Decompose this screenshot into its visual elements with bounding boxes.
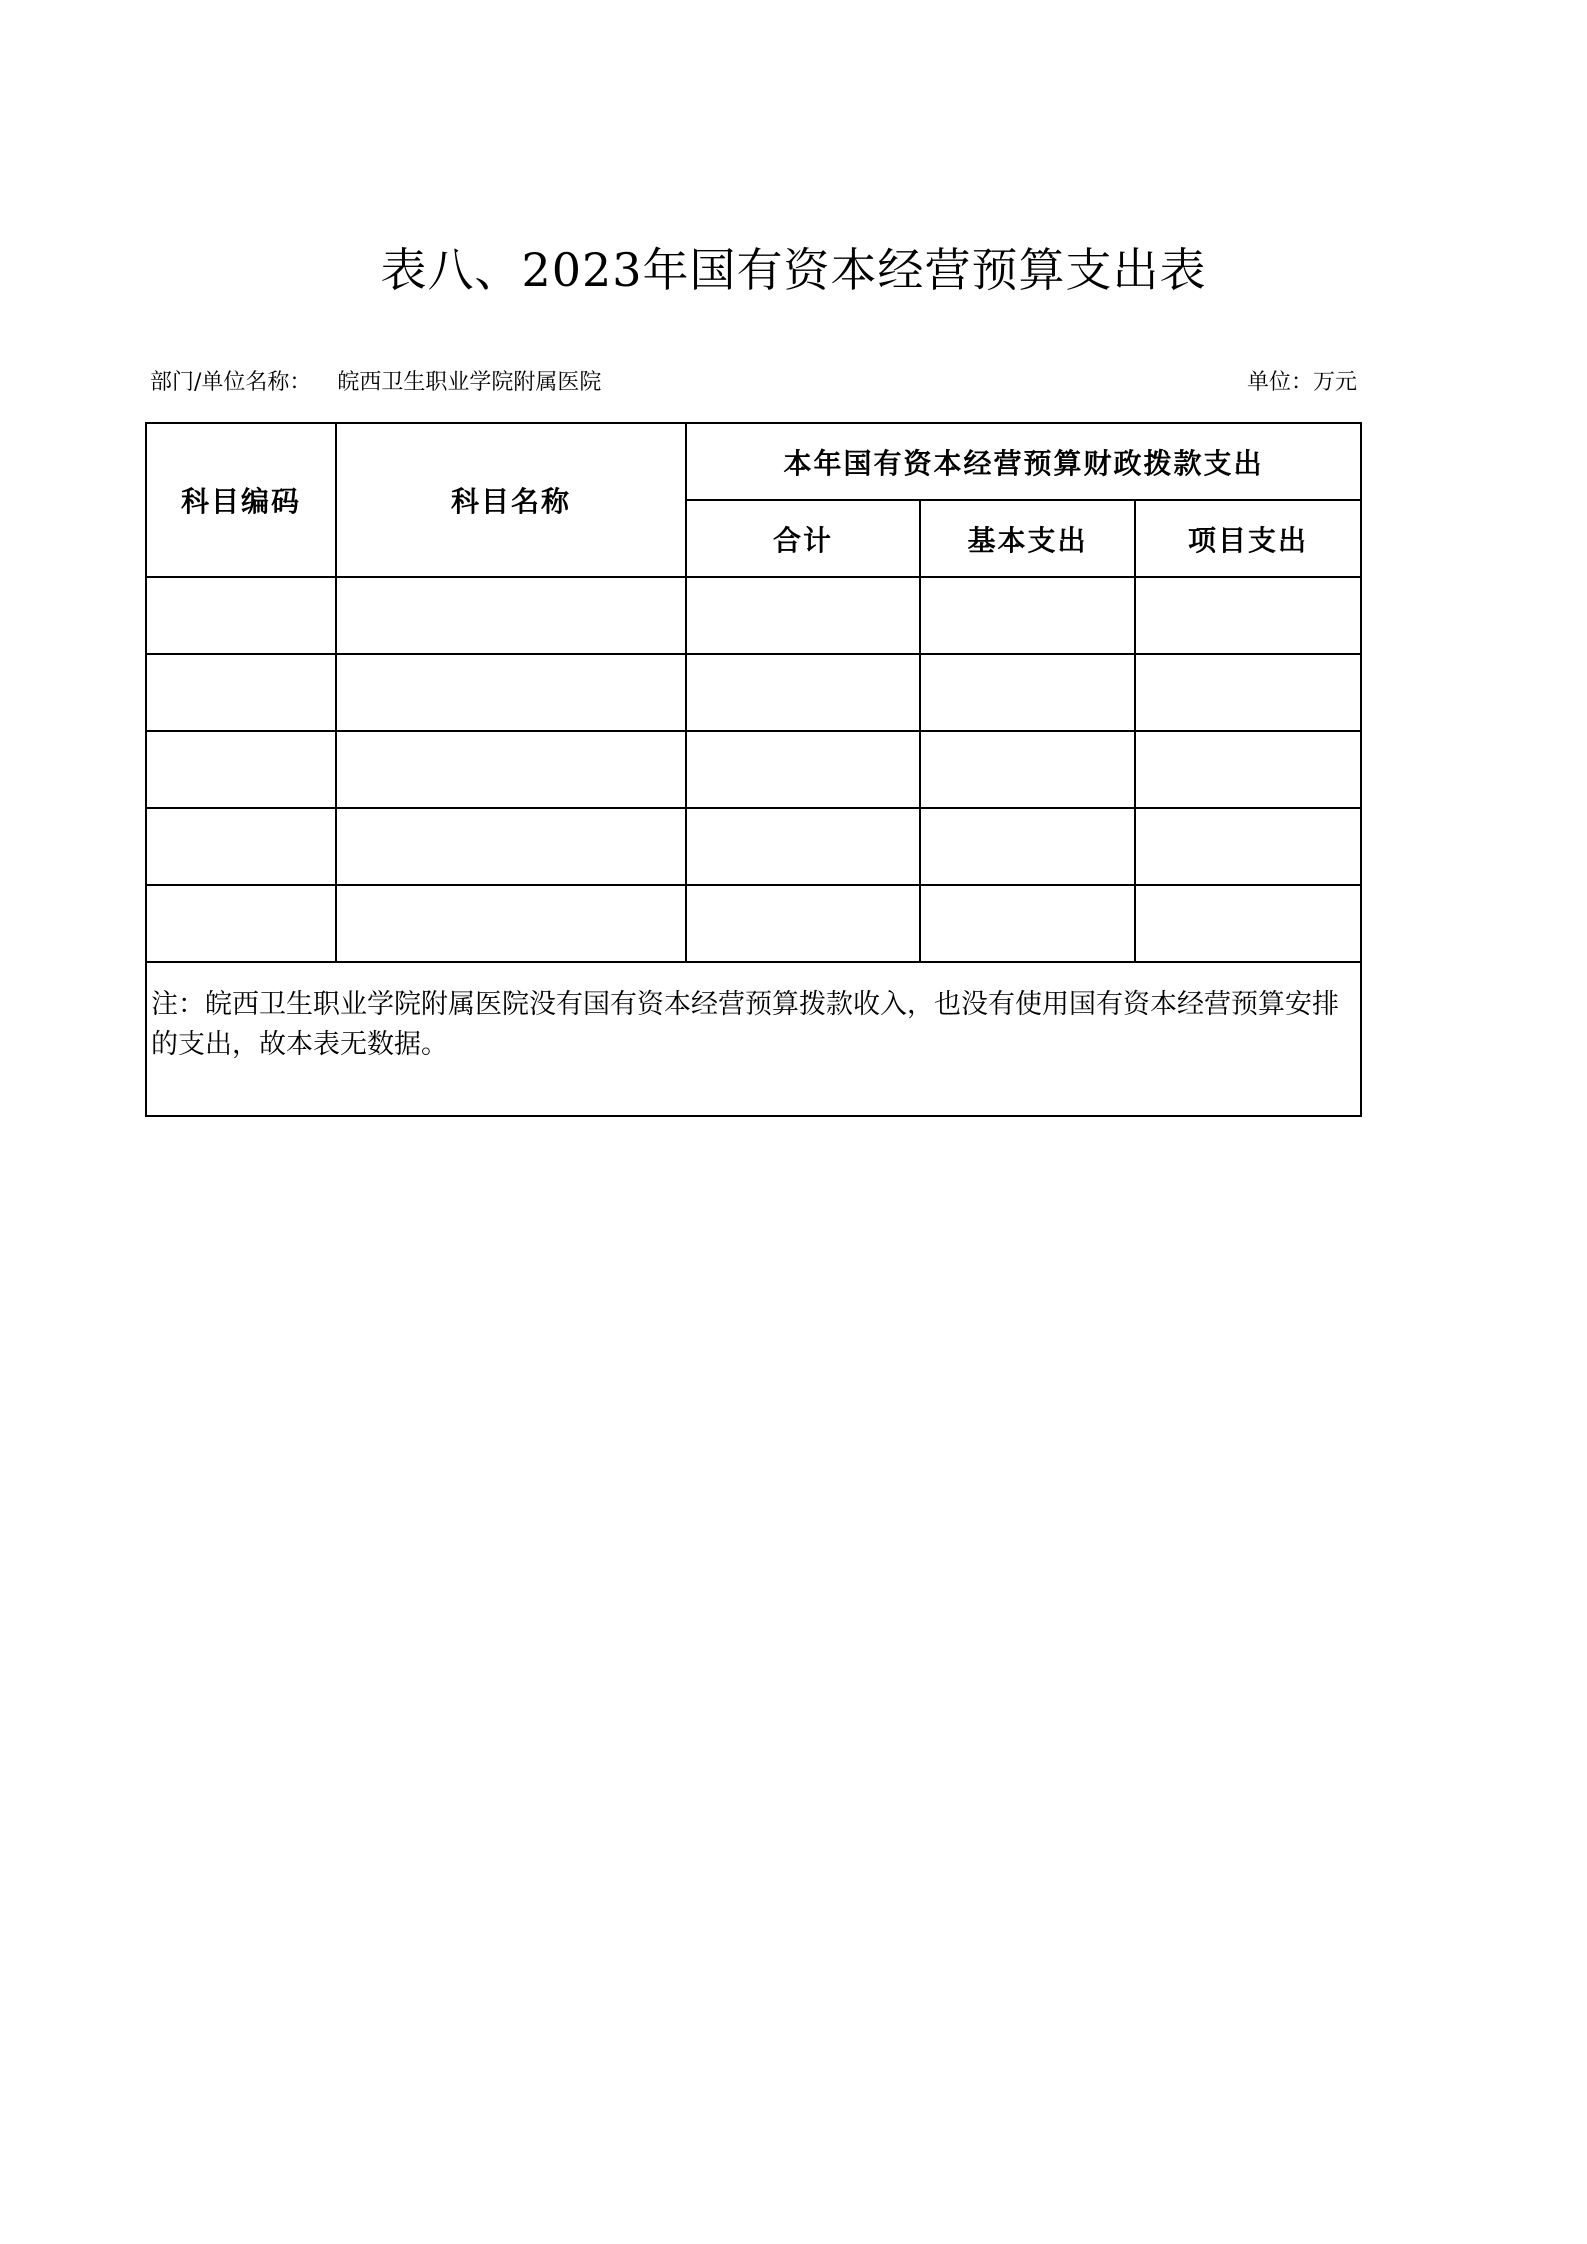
table-body [146, 577, 1361, 1116]
table-cell [686, 577, 920, 654]
table-cell [1135, 654, 1361, 731]
department-line [150, 368, 601, 398]
table-cell [1135, 808, 1361, 885]
table-cell [920, 577, 1135, 654]
table-cell [920, 885, 1135, 962]
header-subject-name: 科目名称 [336, 423, 686, 577]
note-row [146, 962, 1361, 1116]
table-cell [336, 731, 686, 808]
header-basic-expenditure: 基本支出 [920, 500, 1135, 577]
page-title: 表八、2023年国有资本经营预算支出表 [380, 243, 1207, 297]
table-cell [146, 885, 336, 962]
header-subject-code: 科目编码 [146, 423, 336, 577]
table-cell [920, 731, 1135, 808]
table-cell [146, 654, 336, 731]
table-row [146, 654, 1361, 731]
table-cell [336, 577, 686, 654]
budget-table [145, 422, 1362, 1117]
table-cell [1135, 577, 1361, 654]
table-cell [336, 654, 686, 731]
table-cell [1135, 885, 1361, 962]
table-cell [686, 731, 920, 808]
table-cell [146, 731, 336, 808]
table-cell [686, 654, 920, 731]
header-project-expenditure: 项目支出 [1135, 500, 1361, 577]
table-cell [920, 654, 1135, 731]
table-row [146, 577, 1361, 654]
unit-label: 单位：万元 [1246, 370, 1357, 395]
department-name: 皖西卫生职业学院附属医院 [337, 370, 602, 395]
table-cell [146, 808, 336, 885]
table-cell [686, 885, 920, 962]
header-total: 合计 [686, 500, 920, 577]
table-cell [1135, 731, 1361, 808]
table-cell [336, 808, 686, 885]
table-row [146, 885, 1361, 962]
table-note: 注：皖西卫生职业学院附属医院没有国有资本经营预算拨款收入，也没有使用国有资本经营预算安排的支出，故本表无数据。 [146, 962, 1361, 1116]
header-expenditure-group: 本年国有资本经营预算财政拨款支出 [686, 423, 1361, 500]
table-row [146, 731, 1361, 808]
table-cell [336, 885, 686, 962]
table-cell [146, 577, 336, 654]
table-row [146, 808, 1361, 885]
table-cell [686, 808, 920, 885]
table-cell [920, 808, 1135, 885]
department-label: 部门/单位名称： [150, 370, 312, 395]
